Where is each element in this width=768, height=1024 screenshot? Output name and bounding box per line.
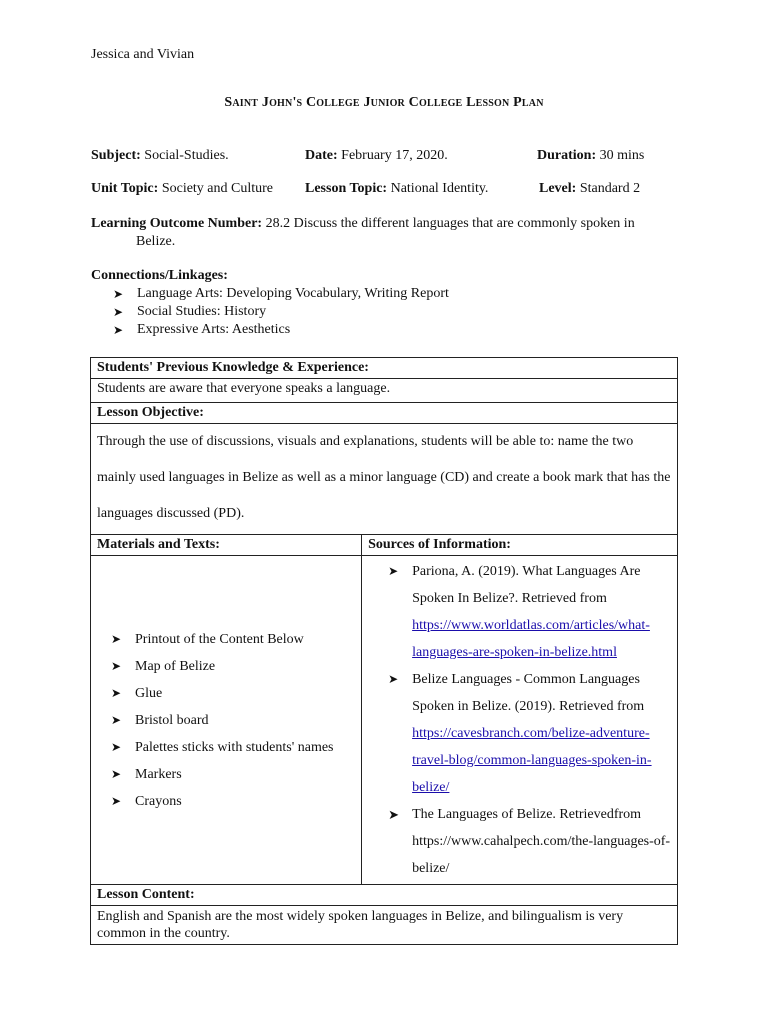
source-link-cavesbranch[interactable]: https://cavesbranch.com/belize-adventure-travel-blog/common-languages-spoken-in-belize/ bbox=[412, 726, 652, 795]
list-item: ➤ Glue bbox=[111, 680, 355, 707]
subject-value: Social-Studies. bbox=[144, 148, 229, 163]
materials-heading: Materials and Texts: bbox=[91, 535, 362, 556]
arrowhead-bullet-icon: ➤ bbox=[388, 672, 399, 686]
prev-knowledge-text: Students are aware that everyone speaks a language. bbox=[91, 379, 678, 403]
lesson-content-heading: Lesson Content: bbox=[91, 885, 678, 906]
subject-field: Subject: Social-Studies. bbox=[91, 148, 229, 163]
list-item: ➤ Map of Belize bbox=[111, 653, 355, 680]
sources-list bbox=[388, 558, 671, 882]
arrowhead-bullet-icon: ➤ bbox=[111, 685, 122, 700]
list-item: ➤ Crayons bbox=[111, 788, 355, 815]
arrowhead-bullet-icon: ➤ bbox=[113, 323, 124, 337]
learning-outcome-label: Learning Outcome Number: bbox=[91, 216, 263, 231]
duration-field: Duration: 30 mins bbox=[537, 148, 645, 163]
date-field: Date: February 17, 2020. bbox=[305, 148, 448, 163]
arrowhead-bullet-icon: ➤ bbox=[388, 564, 399, 578]
level-field: Level: Standard 2 bbox=[539, 181, 641, 196]
arrowhead-bullet-icon: ➤ bbox=[388, 807, 399, 822]
list-item: ➤ Expressive Arts: Aesthetics bbox=[113, 322, 291, 337]
prev-knowledge-heading: Students' Previous Knowledge & Experience: bbox=[91, 358, 678, 379]
unit-topic-field: Unit Topic: Society and Culture bbox=[91, 181, 274, 196]
arrowhead-bullet-icon: ➤ bbox=[111, 766, 122, 781]
sources-heading: Sources of Information: bbox=[362, 535, 678, 556]
learning-outcome-text-cont: Belize. bbox=[136, 234, 176, 249]
document-title: Saint John's College Junior College Lesson Plan bbox=[224, 95, 544, 110]
arrowhead-bullet-icon: ➤ bbox=[111, 631, 122, 646]
list-item: ➤ Printout of the Content Below bbox=[111, 626, 355, 653]
arrowhead-bullet-icon: ➤ bbox=[111, 793, 122, 808]
arrowhead-bullet-icon: ➤ bbox=[111, 739, 122, 754]
list-item: ➤ Language Arts: Developing Vocabulary, Writing Report bbox=[113, 286, 449, 301]
list-item: ➤ Bristol board bbox=[111, 707, 355, 734]
duration-value: 30 mins bbox=[599, 148, 645, 163]
authors: Jessica and Vivian bbox=[91, 47, 195, 62]
source-link-worldatlas[interactable]: https://www.worldatlas.com/articles/what-languages-are-spoken-in-belize.html bbox=[412, 618, 650, 660]
learning-outcome bbox=[91, 215, 691, 251]
level-value: Standard 2 bbox=[579, 181, 641, 196]
unit-topic-value: Society and Culture bbox=[161, 181, 274, 196]
list-item: ➤ Social Studies: History bbox=[113, 304, 267, 319]
arrowhead-bullet-icon: ➤ bbox=[111, 712, 122, 727]
connections-heading: Connections/Linkages: bbox=[91, 268, 228, 283]
objective-text: Through the use of discussions, visuals and explanations, students will be able to: name the two mainly used languages in Belize as well as a minor language (CD) and create a book mark that has the languages discussed (PD). bbox=[91, 424, 678, 535]
lesson-table bbox=[90, 357, 678, 945]
list-item: ➤ Belize Languages - Common Languages Spoken in Belize. (2019). Retrieved from https://cavesbranch.com/belize-adventure-travel-blog/common-languages-spoken-in-belize/ bbox=[388, 666, 671, 801]
list-item: ➤ The Languages of Belize. Retrievedfrom https://www.cahalpech.com/the-languages-of-belize/ bbox=[388, 801, 671, 882]
list-item: ➤ Markers bbox=[111, 761, 355, 788]
list-item: ➤ Palettes sticks with students' names bbox=[111, 734, 355, 761]
lesson-topic-field: Lesson Topic: National Identity. bbox=[305, 181, 489, 196]
date-value: February 17, 2020. bbox=[341, 148, 448, 163]
sources-cell bbox=[362, 556, 678, 885]
connections-list bbox=[113, 285, 449, 339]
materials-cell bbox=[91, 556, 362, 885]
lesson-topic-value: National Identity. bbox=[390, 181, 489, 196]
arrowhead-bullet-icon: ➤ bbox=[113, 287, 124, 301]
arrowhead-bullet-icon: ➤ bbox=[111, 658, 122, 673]
list-item: ➤ Pariona, A. (2019). What Languages Are Spoken In Belize?. Retrieved from https://www.worldatlas.com/articles/what-languages-are-spoken-in-belize.html bbox=[388, 558, 671, 666]
learning-outcome-text: 28.2 Discuss the different languages that are commonly spoken in bbox=[265, 216, 635, 231]
objective-heading: Lesson Objective: bbox=[91, 403, 678, 424]
arrowhead-bullet-icon: ➤ bbox=[113, 305, 124, 319]
materials-list bbox=[111, 626, 355, 815]
lesson-content-text: English and Spanish are the most widely spoken languages in Belize, and bilingualism is very common in the country. bbox=[91, 906, 678, 945]
